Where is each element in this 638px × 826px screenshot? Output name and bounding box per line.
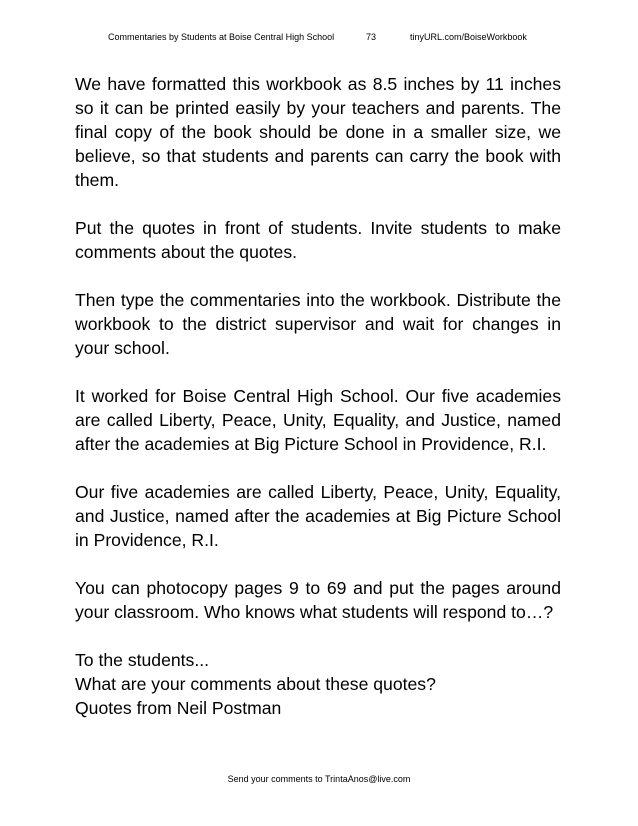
- closing-line: What are your comments about these quotes?: [75, 674, 436, 694]
- paragraph-quotes: Put the quotes in front of students. Invite students to make comments about the quotes.: [75, 218, 561, 262]
- body-text: [75, 72, 561, 720]
- page-number: 73: [366, 32, 377, 42]
- header-url: tinyURL.com/BoiseWorkbook: [410, 32, 527, 42]
- paragraph-academies: Our five academies are called Liberty, Peace, Unity, Equality, and Justice, named after the academies at Big Picture School in Providence, R.I.: [75, 482, 561, 550]
- page-footer: Send your comments to TrintaAnos@live.com: [227, 774, 411, 784]
- closing-line: Quotes from Neil Postman: [75, 698, 282, 718]
- closing-block: [75, 648, 561, 720]
- closing-line: To the students...: [75, 650, 209, 670]
- paragraph-boise-central: It worked for Boise Central High School. Our five academies are called Liberty, Peace, Unity, Equality, and Justice, named after the academies at Big Picture School in Providence, R.I.: [75, 386, 561, 454]
- paragraph-format: We have formatted this workbook as 8.5 inches by 11 inches so it can be printed easily by your teachers and parents. The final copy of the book should be done in a smaller size, we believe, so that students and parents can carry the book with them.: [75, 74, 561, 190]
- paragraph-photocopy: You can photocopy pages 9 to 69 and put the pages around your classroom. Who knows what students will respond to…?: [75, 578, 561, 622]
- page-header: [0, 30, 638, 44]
- paragraph-commentaries: Then type the commentaries into the workbook. Distribute the workbook to the district supervisor and wait for changes in your school.: [75, 290, 561, 358]
- header-title: Commentaries by Students at Boise Central High School: [108, 32, 335, 42]
